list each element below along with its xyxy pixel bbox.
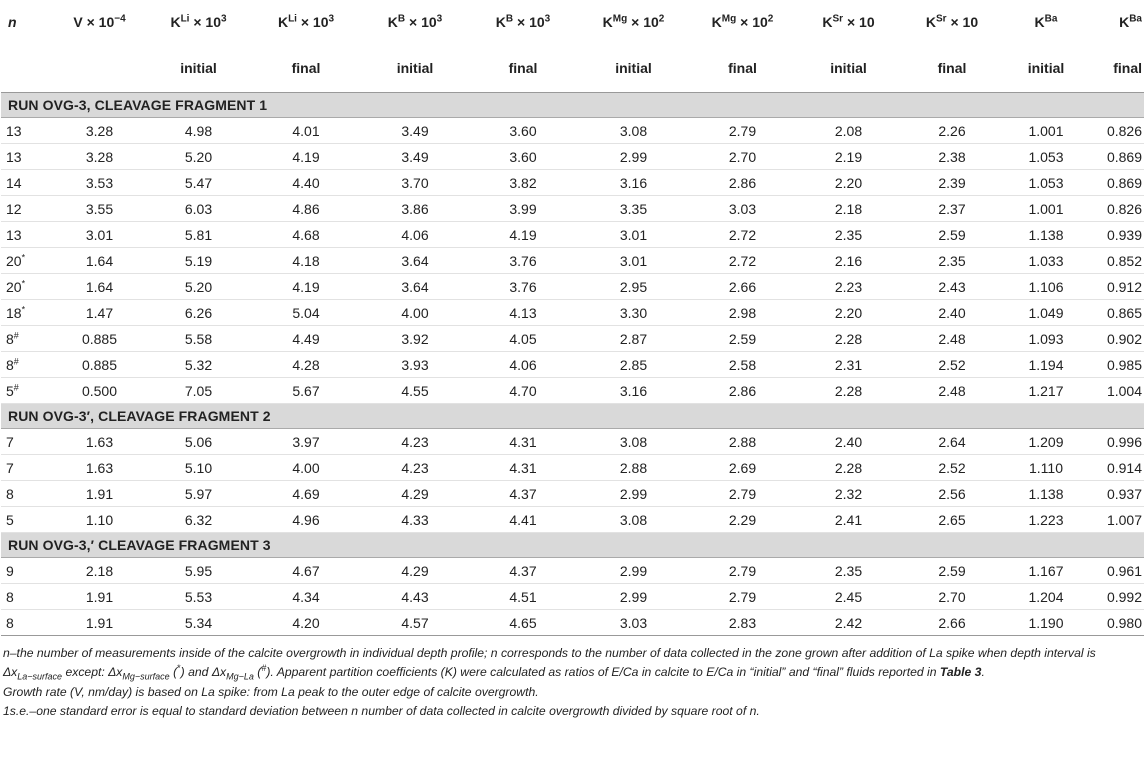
cell-value: 3.01 xyxy=(53,222,146,248)
cell-value: 2.88 xyxy=(690,429,795,455)
cell-value: 2.85 xyxy=(577,352,690,378)
cell-value: 5.20 xyxy=(146,144,251,170)
cell-value: 4.23 xyxy=(361,455,469,481)
cell-n: 20* xyxy=(1,274,53,300)
cell-value: 1.001 xyxy=(1002,118,1090,144)
cell-value: 2.32 xyxy=(795,481,902,507)
cell-value: 4.86 xyxy=(251,196,361,222)
cell-value: 1.194 xyxy=(1002,352,1090,378)
header-stage-initial: initial xyxy=(1002,44,1090,93)
cell-value: 2.99 xyxy=(577,584,690,610)
cell-value: 2.19 xyxy=(795,144,902,170)
cell-value: 4.00 xyxy=(251,455,361,481)
cell-value: 3.08 xyxy=(577,429,690,455)
cell-value: 2.56 xyxy=(902,481,1002,507)
cell-value: 3.76 xyxy=(469,248,577,274)
cell-value: 3.16 xyxy=(577,378,690,404)
cell-value: 0.996 xyxy=(1090,429,1144,455)
cell-value: 2.86 xyxy=(690,170,795,196)
cell-value: 4.31 xyxy=(469,455,577,481)
cell-value: 4.13 xyxy=(469,300,577,326)
cell-value: 3.01 xyxy=(577,222,690,248)
cell-n: 12 xyxy=(1,196,53,222)
cell-value: 2.45 xyxy=(795,584,902,610)
cell-value: 2.99 xyxy=(577,481,690,507)
cell-value: 2.99 xyxy=(577,144,690,170)
table-row xyxy=(1,300,1144,326)
cell-value: 4.34 xyxy=(251,584,361,610)
cell-value: 3.01 xyxy=(577,248,690,274)
cell-value: 4.70 xyxy=(469,378,577,404)
header-stage-final: final xyxy=(1090,44,1144,93)
cell-value: 3.76 xyxy=(469,274,577,300)
table-row xyxy=(1,558,1144,584)
cell-n: 13 xyxy=(1,222,53,248)
cell-value: 0.869 xyxy=(1090,144,1144,170)
cell-value: 2.79 xyxy=(690,118,795,144)
cell-value: 3.08 xyxy=(577,118,690,144)
cell-value: 2.79 xyxy=(690,584,795,610)
cell-value: 1.167 xyxy=(1002,558,1090,584)
cell-value: 4.40 xyxy=(251,170,361,196)
cell-value: 0.852 xyxy=(1090,248,1144,274)
cell-value: 0.902 xyxy=(1090,326,1144,352)
cell-value: 2.59 xyxy=(902,558,1002,584)
table-row xyxy=(1,118,1144,144)
table-row xyxy=(1,610,1144,636)
cell-value: 1.053 xyxy=(1002,144,1090,170)
cell-value: 3.49 xyxy=(361,144,469,170)
header-stage-initial: initial xyxy=(361,44,469,93)
cell-value: 4.19 xyxy=(251,274,361,300)
cell-value: 1.223 xyxy=(1002,507,1090,533)
cell-value: 2.23 xyxy=(795,274,902,300)
cell-value: 4.41 xyxy=(469,507,577,533)
cell-value: 3.97 xyxy=(251,429,361,455)
section-title: RUN OVG-3, CLEAVAGE FRAGMENT 1 xyxy=(1,93,1144,118)
cell-n: 14 xyxy=(1,170,53,196)
cell-value: 6.03 xyxy=(146,196,251,222)
header-stage-final: final xyxy=(469,44,577,93)
header-k-mg-final: $K^{Mg} \times 10^2$ xyxy=(711,13,774,30)
cell-n: 8# xyxy=(1,326,53,352)
cell-value: 5.67 xyxy=(251,378,361,404)
cell-value: 5.19 xyxy=(146,248,251,274)
cell-value: 2.42 xyxy=(795,610,902,636)
cell-value: 6.32 xyxy=(146,507,251,533)
cell-value: 2.48 xyxy=(902,378,1002,404)
cell-value: 4.29 xyxy=(361,558,469,584)
cell-value: 3.64 xyxy=(361,274,469,300)
cell-value: 2.38 xyxy=(902,144,1002,170)
cell-value: 1.106 xyxy=(1002,274,1090,300)
cell-value: 5.81 xyxy=(146,222,251,248)
cell-value: 4.19 xyxy=(469,222,577,248)
cell-value: 2.99 xyxy=(577,558,690,584)
section-title: RUN OVG-3′, CLEAVAGE FRAGMENT 2 xyxy=(1,404,1144,429)
cell-value: 3.86 xyxy=(361,196,469,222)
cell-value: 4.65 xyxy=(469,610,577,636)
table-row xyxy=(1,248,1144,274)
cell-value: 3.55 xyxy=(53,196,146,222)
cell-value: 2.35 xyxy=(795,222,902,248)
cell-value: 0.985 xyxy=(1090,352,1144,378)
footnote-standard-error: 1s.e.–one standard error is equal to standard deviation between n number of data collected in calcite overgrowth divided by square root of n. xyxy=(3,704,760,719)
table-row xyxy=(1,144,1144,170)
cell-value: 4.29 xyxy=(361,481,469,507)
cell-value: 2.18 xyxy=(53,558,146,584)
cell-value: 1.007 xyxy=(1090,507,1144,533)
header-stage-initial: initial xyxy=(795,44,902,93)
header-n: n xyxy=(8,14,17,30)
cell-value: 0.826 xyxy=(1090,118,1144,144)
cell-value: 1.110 xyxy=(1002,455,1090,481)
cell-value: 4.01 xyxy=(251,118,361,144)
table-row xyxy=(1,352,1144,378)
cell-value: 1.10 xyxy=(53,507,146,533)
cell-value: 0.885 xyxy=(53,352,146,378)
cell-value: 2.79 xyxy=(690,558,795,584)
table-row xyxy=(1,378,1144,404)
cell-value: 3.30 xyxy=(577,300,690,326)
cell-value: 5.32 xyxy=(146,352,251,378)
cell-value: 3.64 xyxy=(361,248,469,274)
cell-value: 2.40 xyxy=(795,429,902,455)
cell-value: 2.16 xyxy=(795,248,902,274)
header-stage-final: final xyxy=(902,44,1002,93)
cell-value: 2.28 xyxy=(795,455,902,481)
header-k-sr-initial: $K^{Sr} \times 10$ xyxy=(822,13,875,30)
cell-value: 1.001 xyxy=(1002,196,1090,222)
header-k-ba-final: $K^{Ba}$ xyxy=(1119,13,1142,30)
cell-value: 5.04 xyxy=(251,300,361,326)
cell-value: 4.31 xyxy=(469,429,577,455)
table-row xyxy=(1,274,1144,300)
cell-value: 2.08 xyxy=(795,118,902,144)
cell-value: 2.31 xyxy=(795,352,902,378)
cell-value: 1.91 xyxy=(53,584,146,610)
cell-value: 2.64 xyxy=(902,429,1002,455)
table-row xyxy=(1,507,1144,533)
cell-value: 0.912 xyxy=(1090,274,1144,300)
cell-value: 1.049 xyxy=(1002,300,1090,326)
cell-value: 4.00 xyxy=(361,300,469,326)
cell-value: 2.95 xyxy=(577,274,690,300)
cell-value: 2.52 xyxy=(902,455,1002,481)
cell-value: 1.204 xyxy=(1002,584,1090,610)
section-title: RUN OVG-3,′ CLEAVAGE FRAGMENT 3 xyxy=(1,533,1144,558)
cell-n: 8 xyxy=(1,481,53,507)
cell-value: 1.64 xyxy=(53,274,146,300)
cell-value: 5.47 xyxy=(146,170,251,196)
header-k-b-final: $K^B \times 10^3$ xyxy=(495,13,551,30)
cell-value: 2.66 xyxy=(690,274,795,300)
table-row xyxy=(1,481,1144,507)
cell-value: 4.67 xyxy=(251,558,361,584)
cell-value: 1.64 xyxy=(53,248,146,274)
cell-n: 5# xyxy=(1,378,53,404)
cell-value: 1.093 xyxy=(1002,326,1090,352)
cell-value: 4.06 xyxy=(361,222,469,248)
cell-value: 1.033 xyxy=(1002,248,1090,274)
cell-value: 2.39 xyxy=(902,170,1002,196)
cell-value: 2.41 xyxy=(795,507,902,533)
cell-value: 2.72 xyxy=(690,248,795,274)
header-k-li-final: $K^{Li} \times 10^3$ xyxy=(277,13,335,30)
cell-value: 1.209 xyxy=(1002,429,1090,455)
cell-value: 2.66 xyxy=(902,610,1002,636)
cell-value: 0.865 xyxy=(1090,300,1144,326)
header-v: $V \times 10^{-4}$ xyxy=(73,13,126,30)
table-body xyxy=(1,93,1144,636)
cell-value: 3.16 xyxy=(577,170,690,196)
cell-value: 0.980 xyxy=(1090,610,1144,636)
cell-value: 3.53 xyxy=(53,170,146,196)
cell-value: 5.06 xyxy=(146,429,251,455)
cell-value: 4.33 xyxy=(361,507,469,533)
cell-value: 4.20 xyxy=(251,610,361,636)
cell-value: 2.59 xyxy=(902,222,1002,248)
header-k-mg-initial: $K^{Mg} \times 10^2$ xyxy=(602,13,665,30)
cell-value: 4.98 xyxy=(146,118,251,144)
cell-value: 2.87 xyxy=(577,326,690,352)
header-k-li-initial: $K^{Li} \times 10^3$ xyxy=(170,13,227,30)
cell-value: 4.51 xyxy=(469,584,577,610)
cell-value: 2.28 xyxy=(795,378,902,404)
cell-n: 7 xyxy=(1,429,53,455)
cell-value: 2.35 xyxy=(795,558,902,584)
header-stage-initial: initial xyxy=(146,44,251,93)
cell-value: 3.03 xyxy=(690,196,795,222)
cell-value: 3.28 xyxy=(53,118,146,144)
table-row xyxy=(1,429,1144,455)
table-footnotes xyxy=(0,636,1145,722)
header-stage-final: final xyxy=(690,44,795,93)
cell-value: 3.08 xyxy=(577,507,690,533)
cell-value: 0.826 xyxy=(1090,196,1144,222)
cell-value: 5.95 xyxy=(146,558,251,584)
cell-value: 2.28 xyxy=(795,326,902,352)
cell-value: 1.138 xyxy=(1002,481,1090,507)
section-header xyxy=(1,93,1144,118)
cell-value: 2.88 xyxy=(577,455,690,481)
cell-value: 2.58 xyxy=(690,352,795,378)
cell-value: 1.47 xyxy=(53,300,146,326)
cell-n: 8# xyxy=(1,352,53,378)
cell-value: 0.885 xyxy=(53,326,146,352)
cell-value: 2.86 xyxy=(690,378,795,404)
header-stage-final: final xyxy=(251,44,361,93)
cell-value: 0.961 xyxy=(1090,558,1144,584)
cell-value: 3.93 xyxy=(361,352,469,378)
cell-value: 4.69 xyxy=(251,481,361,507)
partition-coefficient-table xyxy=(1,0,1144,636)
cell-value: 4.28 xyxy=(251,352,361,378)
cell-n: 8 xyxy=(1,610,53,636)
cell-value: 5.97 xyxy=(146,481,251,507)
cell-n: 13 xyxy=(1,144,53,170)
cell-value: 2.43 xyxy=(902,274,1002,300)
footnote-definitions: n–the number of measurements inside of the calcite overgrowth in individual depth profile; n corresponds to the number of data collected in the zone grown after addition of La spike when depth interval is $\Delta x_{La-surface}$ except: $\Delta x_{Mg-surface}$ (*) and $\Delta x_{Mg-La}$ (#). Apparent partition coefficients (K) were calculated as ratios of E/Ca in calcite to E/Ca in “initial” and “final” fluids reported in Table 3. xyxy=(3,646,1096,682)
cell-value: 2.65 xyxy=(902,507,1002,533)
cell-value: 1.91 xyxy=(53,610,146,636)
cell-value: 5.53 xyxy=(146,584,251,610)
cell-value: 2.59 xyxy=(690,326,795,352)
cell-value: 4.57 xyxy=(361,610,469,636)
cell-value: 2.40 xyxy=(902,300,1002,326)
cell-value: 3.28 xyxy=(53,144,146,170)
cell-value: 1.053 xyxy=(1002,170,1090,196)
table-row xyxy=(1,196,1144,222)
cell-n: 8 xyxy=(1,584,53,610)
cell-value: 0.937 xyxy=(1090,481,1144,507)
cell-value: 2.69 xyxy=(690,455,795,481)
cell-value: 2.83 xyxy=(690,610,795,636)
cell-n: 18* xyxy=(1,300,53,326)
section-header xyxy=(1,404,1144,429)
cell-value: 1.004 xyxy=(1090,378,1144,404)
cell-value: 3.49 xyxy=(361,118,469,144)
table-row xyxy=(1,326,1144,352)
section-header xyxy=(1,533,1144,558)
cell-value: 0.914 xyxy=(1090,455,1144,481)
cell-value: 4.19 xyxy=(251,144,361,170)
cell-value: 2.20 xyxy=(795,300,902,326)
cell-value: 0.939 xyxy=(1090,222,1144,248)
cell-value: 4.23 xyxy=(361,429,469,455)
cell-value: 2.18 xyxy=(795,196,902,222)
cell-value: 1.63 xyxy=(53,455,146,481)
cell-value: 1.217 xyxy=(1002,378,1090,404)
cell-value: 3.60 xyxy=(469,118,577,144)
cell-value: 5.20 xyxy=(146,274,251,300)
header-k-sr-final: $K^{Sr} \times 10$ xyxy=(925,13,979,30)
cell-value: 4.37 xyxy=(469,558,577,584)
cell-value: 1.91 xyxy=(53,481,146,507)
header-row-stage xyxy=(1,44,1144,93)
table-row xyxy=(1,222,1144,248)
table-row xyxy=(1,455,1144,481)
header-v-blank xyxy=(53,44,146,93)
cell-value: 2.70 xyxy=(902,584,1002,610)
cell-value: 3.60 xyxy=(469,144,577,170)
cell-value: 4.05 xyxy=(469,326,577,352)
cell-value: 2.98 xyxy=(690,300,795,326)
cell-value: 1.190 xyxy=(1002,610,1090,636)
cell-value: 4.06 xyxy=(469,352,577,378)
cell-value: 5.34 xyxy=(146,610,251,636)
cell-value: 2.20 xyxy=(795,170,902,196)
cell-value: 2.52 xyxy=(902,352,1002,378)
header-stage-initial: initial xyxy=(577,44,690,93)
cell-value: 4.49 xyxy=(251,326,361,352)
cell-value: 2.79 xyxy=(690,481,795,507)
cell-value: 2.29 xyxy=(690,507,795,533)
cell-value: 2.35 xyxy=(902,248,1002,274)
table-3-link[interactable]: Table 3 xyxy=(939,665,982,680)
cell-value: 4.68 xyxy=(251,222,361,248)
cell-value: 5.58 xyxy=(146,326,251,352)
cell-n: 9 xyxy=(1,558,53,584)
cell-n: 20* xyxy=(1,248,53,274)
cell-value: 2.26 xyxy=(902,118,1002,144)
header-k-b-initial: $K^B \times 10^3$ xyxy=(387,13,443,30)
cell-value: 3.70 xyxy=(361,170,469,196)
cell-value: 3.35 xyxy=(577,196,690,222)
cell-value: 0.992 xyxy=(1090,584,1144,610)
cell-value: 4.55 xyxy=(361,378,469,404)
cell-value: 5.10 xyxy=(146,455,251,481)
cell-value: 6.26 xyxy=(146,300,251,326)
cell-value: 0.500 xyxy=(53,378,146,404)
cell-value: 3.92 xyxy=(361,326,469,352)
table-row xyxy=(1,584,1144,610)
header-k-ba-initial: $K^{Ba}$ xyxy=(1034,13,1058,30)
cell-n: 13 xyxy=(1,118,53,144)
header-row-labels xyxy=(1,0,1144,44)
table-row xyxy=(1,170,1144,196)
cell-value: 7.05 xyxy=(146,378,251,404)
cell-value: 2.72 xyxy=(690,222,795,248)
cell-value: 3.03 xyxy=(577,610,690,636)
cell-n: 7 xyxy=(1,455,53,481)
cell-value: 3.82 xyxy=(469,170,577,196)
cell-value: 2.37 xyxy=(902,196,1002,222)
cell-value: 1.63 xyxy=(53,429,146,455)
cell-n: 5 xyxy=(1,507,53,533)
cell-value: 4.96 xyxy=(251,507,361,533)
cell-value: 4.18 xyxy=(251,248,361,274)
footnote-growth-rate: Growth rate (V, nm/day) is based on La spike: from La peak to the outer edge of calcite overgrowth. xyxy=(3,684,539,699)
header-n-blank xyxy=(1,44,53,93)
cell-value: 2.48 xyxy=(902,326,1002,352)
cell-value: 1.138 xyxy=(1002,222,1090,248)
cell-value: 0.869 xyxy=(1090,170,1144,196)
cell-value: 3.99 xyxy=(469,196,577,222)
cell-value: 4.43 xyxy=(361,584,469,610)
cell-value: 4.37 xyxy=(469,481,577,507)
cell-value: 2.70 xyxy=(690,144,795,170)
